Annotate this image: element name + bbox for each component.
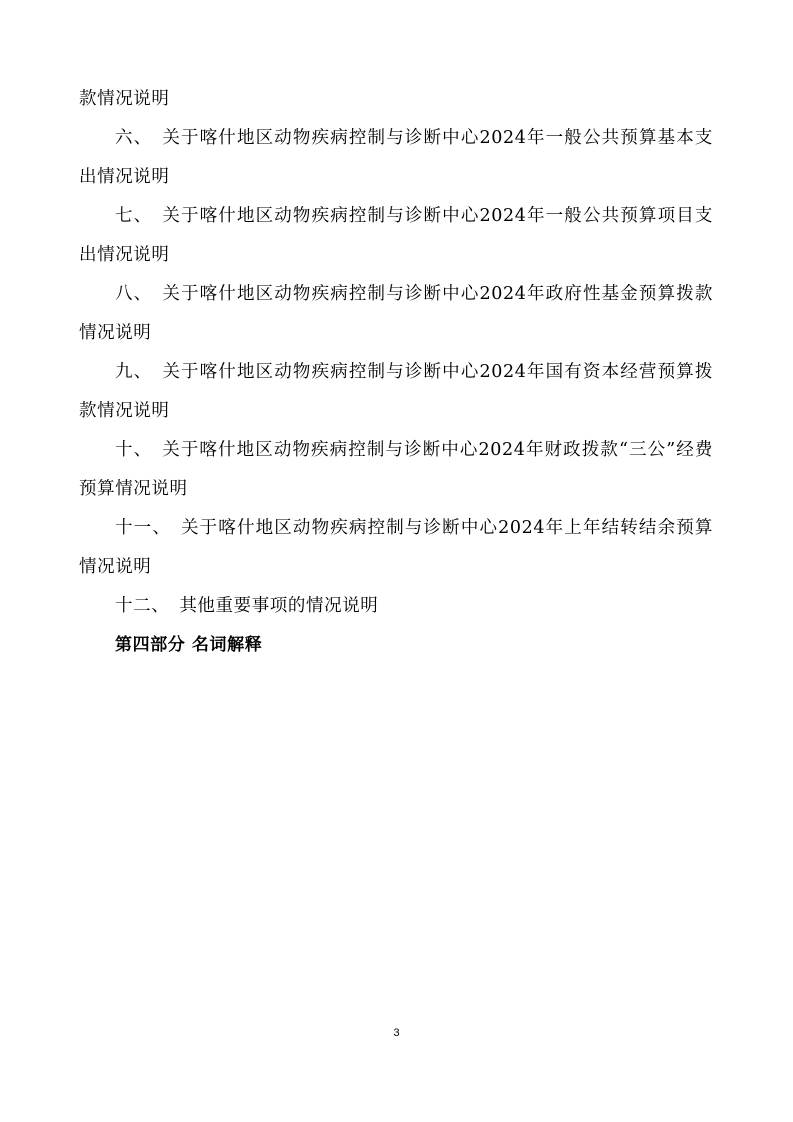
item-text: 关于喀什地区动物疾病控制与诊断中心2024年国有资本经营预算拨款情况说明 <box>79 362 714 421</box>
item-number: 十二、 <box>115 596 170 616</box>
list-item-6 <box>79 119 713 197</box>
item-text: 关于喀什地区动物疾病控制与诊断中心2024年财政拨款“三公”经费预算情况说明 <box>79 440 713 499</box>
item-number: 十、 <box>115 440 153 460</box>
item-number: 八、 <box>115 284 153 304</box>
list-item-10 <box>79 431 713 509</box>
item-number: 六、 <box>115 128 153 148</box>
item-text: 关于喀什地区动物疾病控制与诊断中心2024年一般公共预算项目支出情况说明 <box>79 206 714 265</box>
page-body <box>79 80 713 665</box>
item-text: 关于喀什地区动物疾病控制与诊断中心2024年上年结转结余预算情况说明 <box>79 518 713 577</box>
list-item-7 <box>79 197 713 275</box>
list-item-8 <box>79 275 713 353</box>
item-text: 关于喀什地区动物疾病控制与诊断中心2024年一般公共预算基本支出情况说明 <box>79 128 714 187</box>
item-text: 关于喀什地区动物疾病控制与诊断中心2024年政府性基金预算拨款情况说明 <box>79 284 714 343</box>
list-item-11 <box>79 509 713 587</box>
item-number: 十一、 <box>115 518 171 538</box>
page-number: 3 <box>393 1027 400 1039</box>
continuation-line: 款情况说明 <box>79 89 170 109</box>
item-number: 七、 <box>115 206 153 226</box>
list-item-9 <box>79 353 713 431</box>
item-number: 九、 <box>115 362 153 382</box>
section-heading: 第四部分 名词解释 <box>115 635 263 655</box>
list-item-12 <box>79 587 713 626</box>
item-text: 其他重要事项的情况说明 <box>179 596 379 616</box>
